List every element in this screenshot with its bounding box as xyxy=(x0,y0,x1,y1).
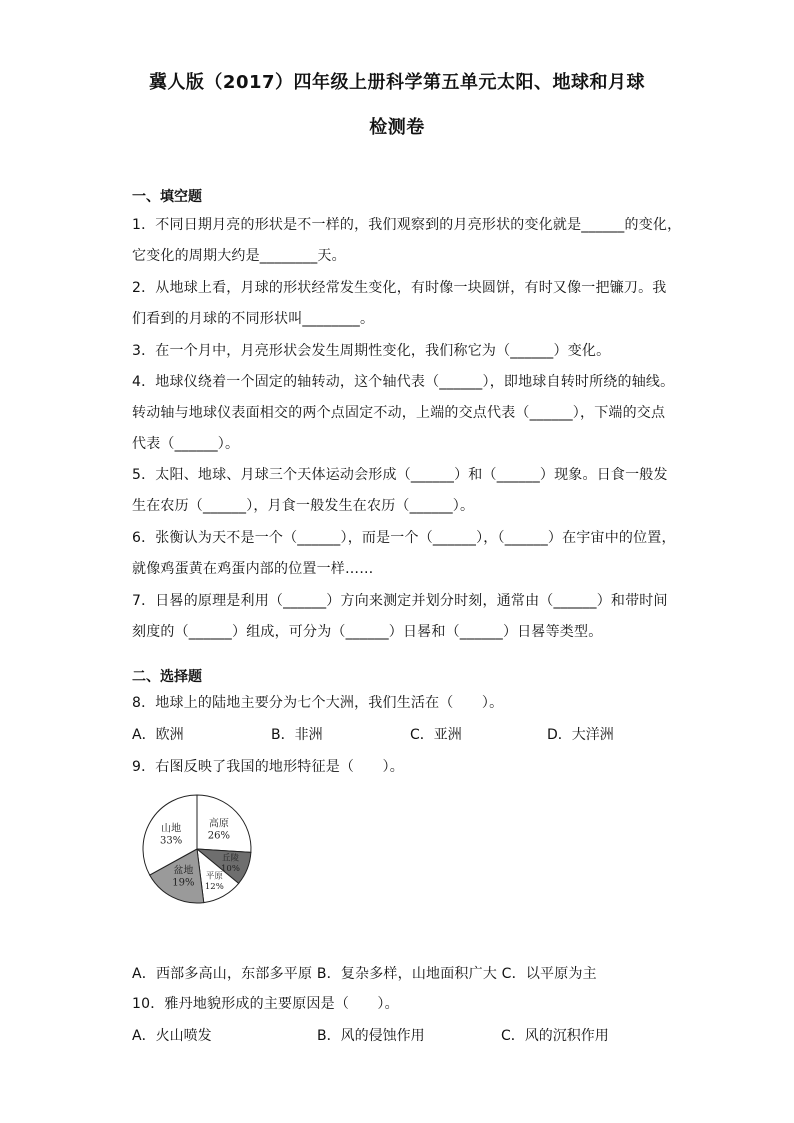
page-title-line2: 检测卷 xyxy=(369,117,425,138)
q5-line-2: 生在农历（______），月食一般发生在农历（______）。 xyxy=(132,498,475,514)
terrain-pie-chart xyxy=(140,792,254,906)
q4-line-2: 转动轴与地球仪表面相交的两个点固定不动，上端的交点代表（______），下端的交点 xyxy=(132,405,666,421)
q6-line-1: 6．张衡认为天不是一个（______），而是一个（______），（______）在宇宙中的位置， xyxy=(132,530,676,546)
q8-option-a[interactable]: A．欧洲 xyxy=(132,727,184,743)
pie-value-3: 19% xyxy=(172,877,195,889)
pie-label-1: 丘陵 xyxy=(221,853,239,864)
q1-line-2: 它变化的周期大约是________天。 xyxy=(132,248,346,264)
q9-options[interactable]: A．西部多高山，东部多平原 B．复杂多样，山地面积广大 C．以平原为主 xyxy=(132,966,597,982)
q2-line-1: 2．从地球上看，月球的形状经常发生变化，有时像一块圆饼，有时又像一把镰刀。我 xyxy=(132,280,667,296)
q8-option-d[interactable]: D．大洋洲 xyxy=(547,727,614,743)
q2-line-2: 们看到的月球的不同形状叫________。 xyxy=(132,311,375,327)
q10-stem: 10．雅丹地貌形成的主要原因是（ ）。 xyxy=(132,996,399,1012)
pie-label-0: 高原 xyxy=(208,818,229,830)
pie-label-4: 山地 xyxy=(161,823,182,835)
q8-option-c[interactable]: C．亚洲 xyxy=(410,727,462,743)
q6-line-2: 就像鸡蛋黄在鸡蛋内部的位置一样…… xyxy=(132,561,374,577)
q8-options xyxy=(132,724,632,744)
q4-line-3: 代表（______）。 xyxy=(132,436,240,452)
q10-option-a[interactable]: A．火山喷发 xyxy=(132,1028,212,1044)
q1-line-1: 1．不同日期月亮的形状是不一样的，我们观察到的月亮形状的变化就是______的变化， xyxy=(132,217,682,233)
q10-option-b[interactable]: B．风的侵蚀作用 xyxy=(317,1028,425,1044)
q7-line-2: 刻度的（______）组成，可分为（______）日晷和（______）日晷等类型。 xyxy=(132,624,603,640)
q4-line-1: 4．地球仪绕着一个固定的轴转动，这个轴代表（______），即地球自转时所绕的轴线。 xyxy=(132,374,675,390)
q7-line-1: 7．日晷的原理是利用（______）方向来测定并划分时刻，通常由（______）和带时间 xyxy=(132,593,668,609)
section-heading-choice: 二、选择题 xyxy=(132,669,202,685)
q9-stem: 9．右图反映了我国的地形特征是（ ）。 xyxy=(132,759,404,775)
page-title-line1: 冀人版（2017）四年级上册科学第五单元太阳、地球和月球 xyxy=(148,72,646,93)
section-heading-fill: 一、填空题 xyxy=(132,189,202,205)
pie-label-3: 盆地 xyxy=(173,865,194,877)
q8-option-b[interactable]: B．非洲 xyxy=(271,727,323,743)
pie-value-4: 33% xyxy=(160,835,183,847)
pie-value-1: 10% xyxy=(221,863,240,874)
q8-stem: 8．地球上的陆地主要分为七个大洲，我们生活在（ ）。 xyxy=(132,695,504,711)
q10-options xyxy=(132,1025,632,1045)
pie-value-0: 26% xyxy=(207,830,230,842)
q5-line-1: 5．太阳、地球、月球三个天体运动会形成（______）和（______）现象。日食一般发 xyxy=(132,467,668,483)
q10-option-c[interactable]: C．风的沉积作用 xyxy=(501,1028,609,1044)
q3-line: 3．在一个月中，月亮形状会发生周期性变化，我们称它为（______）变化。 xyxy=(132,343,611,359)
pie-label-2: 平原 xyxy=(205,871,223,882)
pie-value-2: 12% xyxy=(204,882,224,893)
